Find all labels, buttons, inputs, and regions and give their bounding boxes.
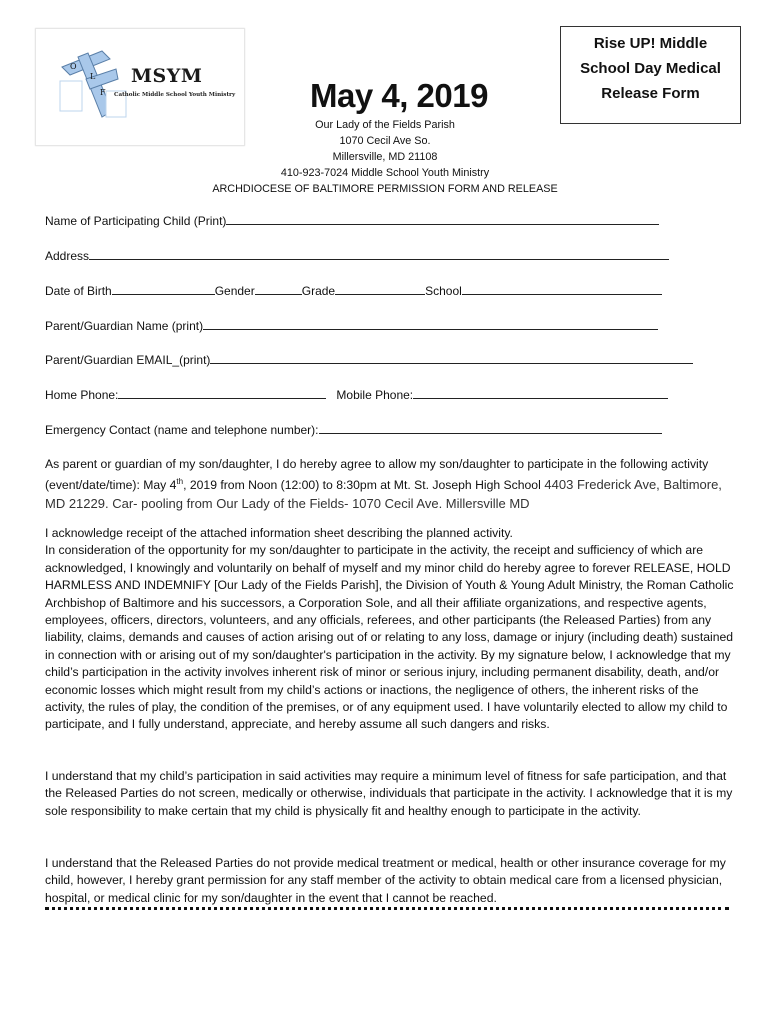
logo-title: MSYM <box>131 65 203 87</box>
parent-name-label: Parent/Guardian Name (print) <box>45 319 204 333</box>
cut-line-divider <box>45 907 729 910</box>
activity-paragraph <box>45 456 735 513</box>
gender-field[interactable] <box>255 283 302 295</box>
parent-email-row <box>45 352 693 368</box>
activity-time-location: , 2019 from Noon (12:00) to 8:30pm at Mt. St. Joseph High School <box>183 478 541 493</box>
parish-address-block <box>0 117 770 197</box>
grade-field[interactable] <box>335 283 425 295</box>
address-line-5: ARCHDIOCESE OF BALTIMORE PERMISSION FORM AND RELEASE <box>212 183 558 195</box>
logo-letter-l: L <box>90 72 96 81</box>
cross-logo-icon <box>56 49 130 123</box>
release-title-line-2: School Day Medical <box>580 60 721 77</box>
mobile-phone-label: Mobile Phone: <box>336 388 414 402</box>
logo-subtitle: Catholic Middle School Youth Ministry <box>114 92 236 98</box>
mobile-phone-field[interactable] <box>413 387 668 399</box>
emergency-contact-row <box>45 422 662 438</box>
release-title-line-3: Release Form <box>601 85 700 102</box>
release-paragraph <box>45 525 735 734</box>
phone-row <box>45 387 668 403</box>
address-line-3: Millersville, MD 21108 <box>332 151 438 163</box>
parent-name-row <box>45 318 658 334</box>
address-line-4: 410-923-7024 Middle School Youth Ministry <box>280 167 490 179</box>
activity-date-suffix: th <box>176 477 184 487</box>
address-row <box>45 248 669 264</box>
child-name-row <box>45 213 659 229</box>
school-label: School <box>425 284 462 298</box>
event-date-title: May 4, 2019 <box>310 77 488 114</box>
parent-email-field[interactable] <box>210 352 693 364</box>
medical-paragraph: I understand that the Released Parties do not provide medical treatment or medical, health or other insurance coverage for my child, however, I hereby grant permission for any staff member of the activity to obtain medical care from a licensed physician, hospital, or medical clinic for my son/daughter in the event that I cannot be reached. <box>45 856 726 905</box>
release-title-line-1: Rise UP! Middle <box>593 35 708 52</box>
child-name-field[interactable] <box>226 213 659 225</box>
acknowledge-line: I acknowledge receipt of the attached information sheet describing the planned activity. <box>45 526 513 540</box>
parent-email-label: Parent/Guardian EMAIL_(print) <box>45 353 211 367</box>
grade-label: Grade <box>301 284 336 298</box>
address-line-1: Our Lady of the Fields Parish <box>315 119 455 131</box>
address-field[interactable] <box>89 248 669 260</box>
activity-intro: As parent or guardian of my son/daughter, I do hereby agree to allow my son/daughter to participate in the following activity (event/date/time): May 4 <box>45 457 709 493</box>
child-name-label: Name of Participating Child (Print) <box>45 214 227 228</box>
address-line-2: 1070 Cecil Ave So. <box>339 135 431 147</box>
activity-address: 4403 Frederick Ave, Baltimore, MD 21229. Car- pooling from Our Lady of the Fields- 1070 Cecil Ave. Millersville MD <box>45 477 722 511</box>
emergency-contact-field[interactable] <box>319 422 662 434</box>
emergency-contact-label: Emergency Contact (name and telephone number): <box>45 423 319 437</box>
logo-letter-o: O <box>70 62 77 71</box>
logo-letter-f: F <box>100 88 106 97</box>
fitness-paragraph: I understand that my child’s participation in said activities may require a minimum level of fitness for safe participation, and that the Released Parties do not screen, medically or otherwise, individuals that participate in the activity. I acknowledge that it is my sole responsibility to make certain that my child is physically fit and healthy enough to participate in the activity. <box>45 769 733 818</box>
home-phone-field[interactable] <box>118 387 326 399</box>
release-text: In consideration of the opportunity for my son/daughter to participate in the activity, the receipt and sufficiency of which are acknowledged, I knowingly and voluntarily on behalf of myself and my minor child do hereby agree to forever RELEASE, HOLD HARMLESS AND INDEMNIFY [Our Lady of the Fields Parish], the Division of Youth & Young Adult Ministry, the Roman Catholic Archbishop of Baltimore and his successors, a Corporation Sole, and all their affiliate organizations, and respective agents, employees, officers, directors, volunteers, and any officials, referees, and other participants (the Released Parties) from any liability, claims, demands and causes of action arising out of or relating to any loss, damage or injury (including death) sustained in connection with or arising out of my son/daughter's participation in the activity. By my signature below, I acknowledge that my child’s participation in the activity involves inherent risk of minor or serious injury, including permanent disability, death, and/or economic losses which might result from my child’s actions or inactions, the negligence of others, the inherent risks of the activity, the rules of play, the condition of the premises, or of any equipment used. I have voluntarily elected to allow my child to participate, and I fully understand, appreciate, and hereby assume all such dangers and risks. <box>45 543 734 732</box>
gender-label: Gender <box>214 284 255 298</box>
dob-label: Date of Birth <box>45 284 112 298</box>
release-form-title-box <box>560 26 741 124</box>
dob-row <box>45 283 662 299</box>
dob-field[interactable] <box>112 283 215 295</box>
parent-name-field[interactable] <box>203 318 658 330</box>
address-label: Address <box>45 249 90 263</box>
school-field[interactable] <box>462 283 662 295</box>
home-phone-label: Home Phone: <box>45 388 119 402</box>
